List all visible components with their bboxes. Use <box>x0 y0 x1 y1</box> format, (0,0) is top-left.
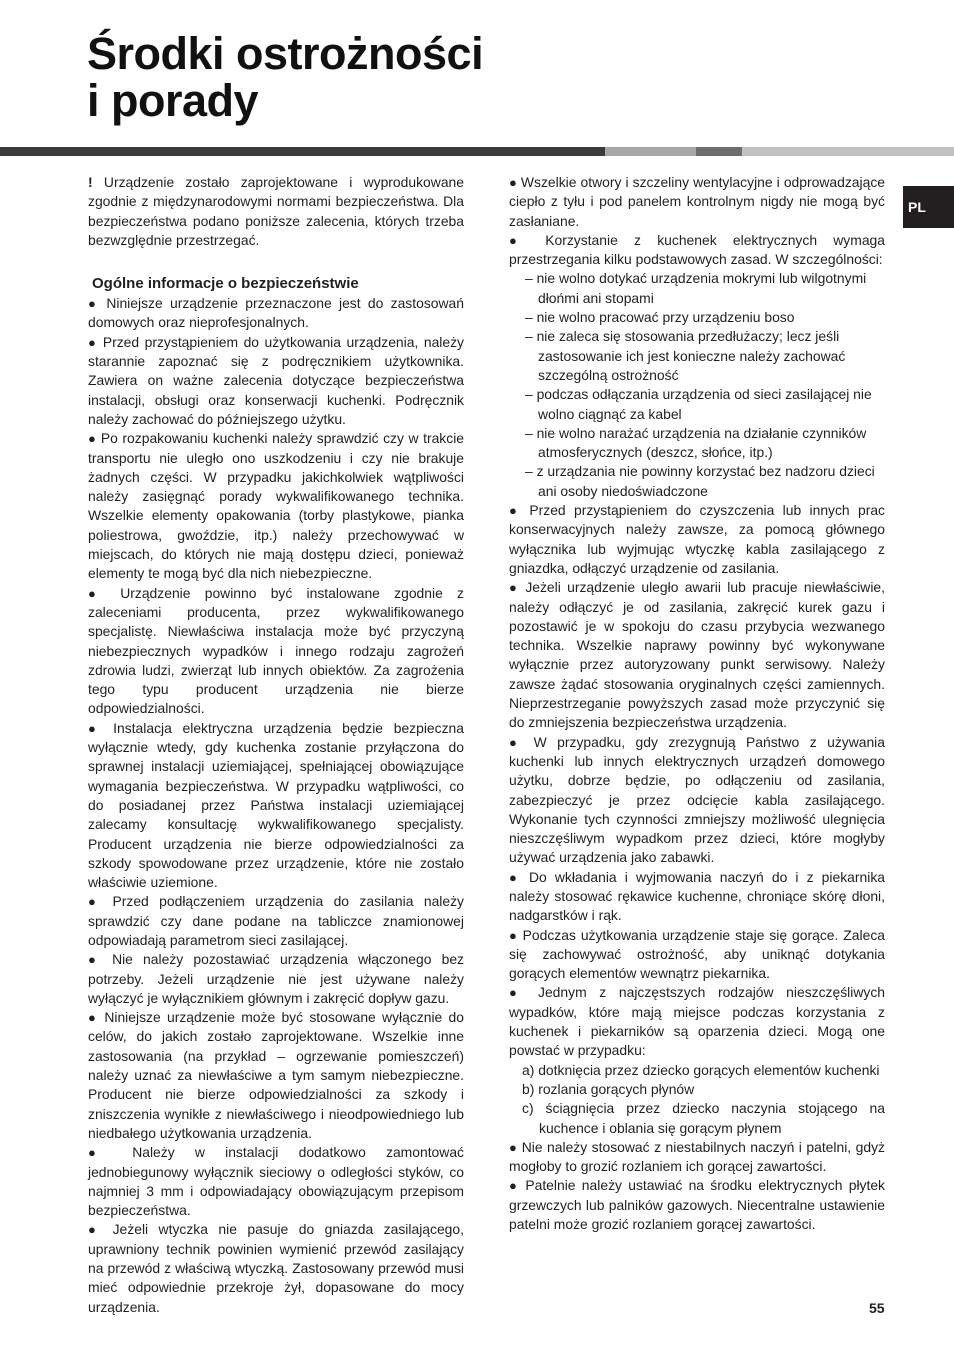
dash-item: – podczas odłączania urządzenia od sieci zasilającej nie wolno ciągnąć za kabel <box>525 386 872 422</box>
intro-paragraph <box>88 173 464 250</box>
list-item: ● Urządzenie powinno być instalowane zgodnie z zaleceniami producenta, przez wykwalifikowanego specjalistę. Niewłaściwa instalacja może być przyczyną niebezpiecznych wypadków i innego rodzaju zagrożeń zdrowia ludzi, zwierząt lub innych obiektów. Za zagrożenia tego typu producent urządzenia nie bierze odpowiedzialności. <box>88 584 464 719</box>
header-rule-dark <box>0 147 605 156</box>
list-item-emphasis: ● Niniejsze urządzenie może być stosowane wyłącznie do celów, do jakich zostało zaprojektowane. Wszelkie inne zastosowania (na przykład – ogrzewanie pomieszczeń) należy uznać za niewłaściwe a tym samym niebezpieczne. Producent nie bierze odpowiedzialności za szkody i zniszczenia wynikłe z niewłaściwego i nieodpowiedniego lub niedbałego użytkowania urządzenia. <box>88 1008 464 1143</box>
list-item: ● Nie należy stosować z niestabilnych naczyń i patelni, gdyż mogłoby to grozić rozlaniem ich gorącej zawartości. <box>509 1138 885 1177</box>
list-item: ● Wszelkie otwory i szczeliny wentylacyjne i odprowadzające ciepło z tyłu i pod panelem kontrolnym nigdy nie mogą być zasłaniane. <box>509 173 885 231</box>
header-rule-lighter <box>742 147 954 156</box>
dash-item: – nie wolno dotykać urządzenia mokrymi lub wilgotnymi dłońmi ani stopami <box>525 270 867 306</box>
title-line-2: i porady <box>87 75 259 126</box>
intro-text: Urządzenie zostało zaprojektowane i wyprodukowane zgodnie z międzynarodowymi normami bezpieczeństwa. Dla bezpieczeństwa podano poniższe zalecenia, których trzeba bezwzględnie przestrzegać. <box>88 174 464 248</box>
left-column <box>88 173 464 1317</box>
list-item: ● Przed podłączeniem urządzenia do zasilania należy sprawdzić czy dane podane na tabliczce znamionowej odpowiadają parametrom sieci zasilającej. <box>88 892 464 950</box>
list-item: ● Jeżeli wtyczka nie pasuje do gniazda zasilającego, uprawniony technik powinien wymienić przewód zasilający na przewód z właściwą wtyczką. Zastosowany przewód musi mieć odpowiednie przekroje żył, dopasowane do mocy urządzenia. <box>88 1220 464 1316</box>
list-item: ● Do wkładania i wyjmowania naczyń do i z piekarnika należy stosować rękawice kuchenne, chroniące skórę dłoni, nadgarstków i rąk. <box>509 868 885 926</box>
list-item: ● Patelnie należy ustawiać na środku elektrycznych płytek grzewczych lub palników gazowych. Niecentralne ustawienie patelni może grozić rozlaniem gorącej zawartości. <box>509 1176 885 1234</box>
dash-item: – nie wolno pracować przy urządzeniu boso <box>525 309 795 326</box>
enum-item-a: a) dotknięcia przez dziecko gorących elementów kuchenki <box>522 1061 880 1078</box>
enum-item-c: c) ściągnięcia przez dziecko naczynia stojącego na kuchence i oblania się gorącym płynem <box>522 1100 885 1136</box>
list-item: ● Korzystanie z kuchenek elektrycznych wymaga przestrzegania kilku podstawowych zasad. W szczególności: <box>509 231 885 270</box>
page-number: 55 <box>869 1300 885 1316</box>
section-heading: Ogólne informacje o bezpieczeństwie <box>92 275 359 293</box>
title-line-1: Środki ostrożności <box>87 28 484 79</box>
list-item: ● Jednym z najczęstszych rodzajów nieszczęśliwych wypadków, które mają miejsce podczas korzystania z kuchenek i piekarników są oparzenia dzieci. Mogą one powstać w przypadku: <box>509 983 885 1060</box>
dash-item: – nie zaleca się stosowania przedłużaczy; lecz jeśli zastosowanie ich jest konieczne należy zachować szczególną ostrożność <box>525 328 846 383</box>
warning-mark: ! <box>88 174 93 190</box>
list-item: ● Przed przystąpieniem do użytkowania urządzenia, należy starannie zapoznać się z podręcznikiem użytkownika. Zawiera on ważne zalecenia dotyczące bezpieczeństwa instalacji, obsługi oraz konserwacji kuchenki. Podręcznik należy zachować do późniejszego użytku. <box>88 333 464 429</box>
enum-item-b: b) rozlania gorących płynów <box>522 1080 695 1097</box>
dash-item: – nie wolno narażać urządzenia na działanie czynników atmosferycznych (deszcz, słońce, itp.) <box>525 424 867 461</box>
dash-item: – z urządzania nie powinny korzystać bez nadzoru dzieci ani osoby niedoświadczone <box>525 463 875 499</box>
list-item: ● Przed przystąpieniem do czyszczenia lub innych prac konserwacyjnych należy zawsze, za pomocą głównego wyłącznika lub wyjmując wtyczkę kabla zasilającego z gniazdka, odłączyć urządzenie od zasilania. <box>509 501 885 578</box>
list-item: ● Należy w instalacji dodatkowo zamontować jednobiegunowy wyłącznik sieciowy o odległości styków, co najmniej 3 mm i odpowiadający obowiązującym przepisom bezpieczeństwa. <box>88 1143 464 1220</box>
list-item: ● Jeżeli urządzenie uległo awarii lub pracuje niewłaściwie, należy odłączyć je od zasilania, zakręcić kurek gazu i pozostawić je w spokoju do czasu przybycia wezwanego technika. Wszelkie naprawy powinny być wykonywane wyłącznie przez autoryzowany punkt serwisowy. Należy zawsze żądać stosowania oryginalnych części zamiennych. Nieprzestrzeganie powyższych zasad może przyczynić się do zmniejszenia bezpieczeństwa urządzenia. <box>509 578 885 732</box>
right-column <box>509 173 885 1234</box>
list-item: ● Podczas użytkowania urządzenie staje się gorące. Zaleca się zachowywać ostrożność, aby uniknąć dotykania gorących elementów wewnątrz piekarnika. <box>509 926 885 984</box>
list-item: ● Po rozpakowaniu kuchenki należy sprawdzić czy w trakcie transportu nie uległo ono uszkodzeniu i czy nie brakuje żadnych części. W przypadku jakichkolwiek wątpliwości należy zasięgnąć porady wykwalifikowanego technika. Wszelkie elementy opakowania (torby plastykowe, pianka poliestrowa, gwoździe, itp.) należy przechowywać w miejscach, do których nie mają dostępu dzieci, ponieważ elementy te mogą być dla nich niebezpieczne. <box>88 429 464 583</box>
header-rule-mid <box>696 147 742 156</box>
header-rule-light <box>605 147 696 156</box>
list-item: ● W przypadku, gdy zrezygnują Państwo z używania kuchenki lub innych elektrycznych urządzeń domowego użytku, dobrze będzie, po odłączeniu od zasilania, zabezpieczyć je przez odcięcie kabla zasilającego. Wykonanie tych czynności zmniejszy możliwość ulegnięcia nieszczęśliwym wypadkom przez dzieci, które mogłyby używać urządzenia jako zabawki. <box>509 733 885 868</box>
list-item: ● Instalacja elektryczna urządzenia będzie bezpieczna wyłącznie wtedy, gdy kuchenka zostanie przyłączona do sprawnej instalacji uziemiającej, spełniającej obowiązujące wymagania bezpieczeństwa. W przypadku wątpliwości, co do posiadanej przez Państwa instalacji uziemiającej zalecamy konsultację wykwalifikowanego specjalisty. Producent urządzenia nie bierze odpowiedzialności za szkody spowodowane przez urządzenie, które nie zostało właściwie uziemione. <box>88 719 464 893</box>
list-item: ● Niniejsze urządzenie przeznaczone jest do zastosowań domowych oraz nieprofesjonalnych. <box>88 294 464 333</box>
list-item: ● Nie należy pozostawiać urządzenia włączonego bez potrzeby. Jeżeli urządzenie nie jest używane należy wyłączyć je wyłącznikiem głównym i zakręcić dopływ gazu. <box>88 950 464 1008</box>
language-tab: PL <box>903 186 954 228</box>
page-title <box>87 30 483 124</box>
